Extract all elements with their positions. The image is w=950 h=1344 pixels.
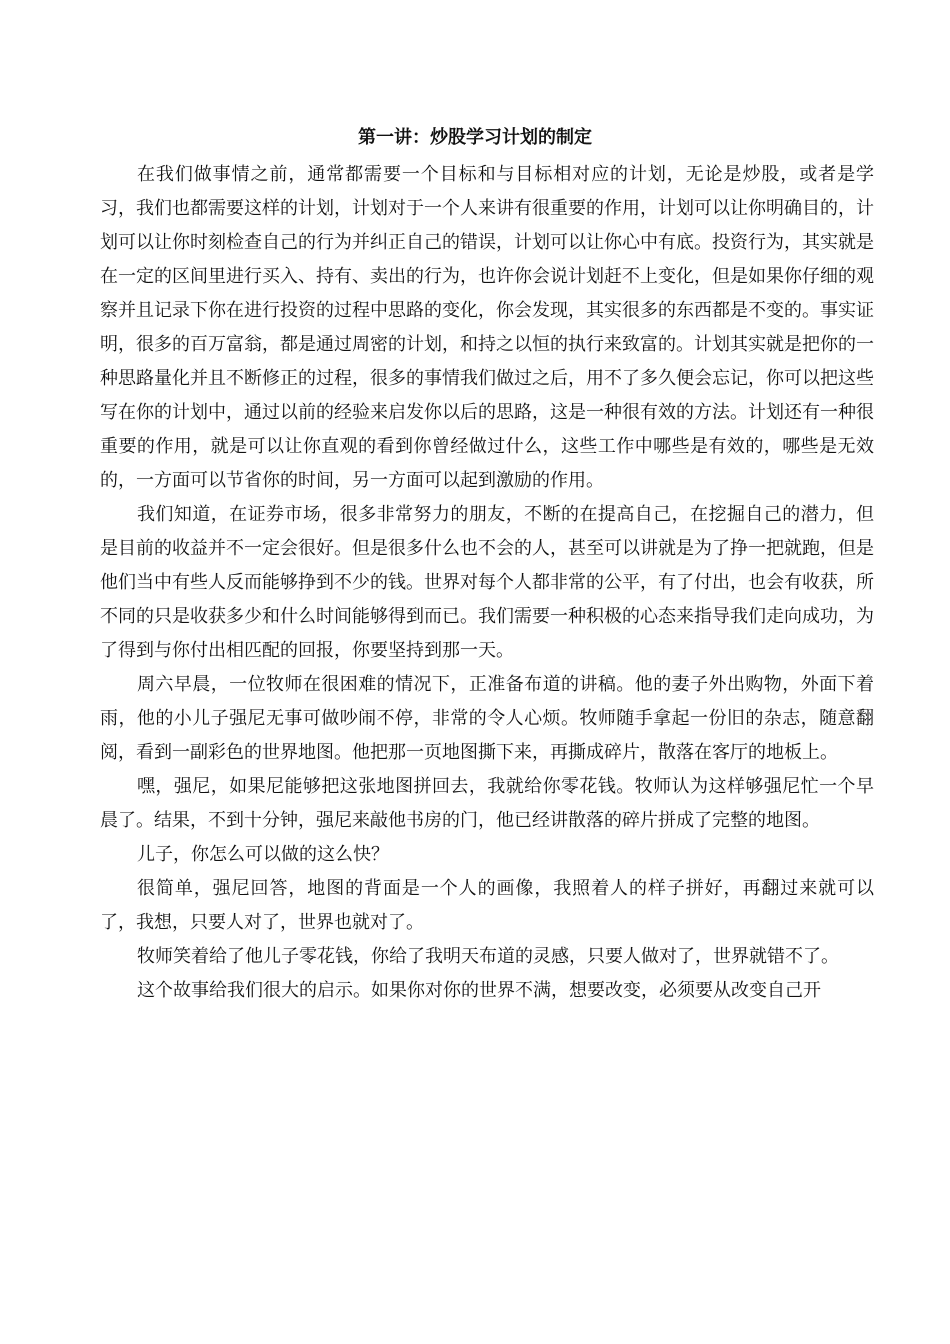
paragraph: 我们知道，在证券市场，很多非常努力的朋友，不断的在提高自己，在挖掘自己的潜力，但是目前的收益并不一定会很好。但是很多什么也不会的人，甚至可以讲就是为了挣一把就跑，但是他们当中有些人反而能够挣到不少的钱。世界对每个人都非常的公平，有了付出，也会有收获，所不同的只是收获多少和什么时间能够得到而已。我们需要一种积极的心态来指导我们走向成功，为了得到与你付出相匹配的回报，你要坚持到那一天。 [100,504,874,661]
paragraph: 周六早晨，一位牧师在很困难的情况下，正准备布道的讲稿。他的妻子外出购物，外面下着雨，他的小儿子强尼无事可做吵闹不停，非常的令人心烦。牧师随手拿起一份旧的杂志，随意翻阅，看到一副彩色的世界地图。他把那一页地图撕下来，再撕成碎片，散落在客厅的地板上。 [100,674,874,763]
paragraph: 儿子，你怎么可以做的这么快？ [137,844,389,865]
document-title: 第一讲：炒股学习计划的制定 [358,127,592,148]
document-body [100,158,874,1008]
paragraph: 这个故事给我们很大的启示。如果你对你的世界不满，想要改变，必须要从改变自己开 [137,980,821,1001]
paragraph: 很简单，强尼回答，地图的背面是一个人的画像，我照着人的样子拼好，再翻过来就可以了，我想，只要人对了，世界也就对了。 [100,878,874,933]
paragraph: 嘿，强尼，如果尼能够把这张地图拼回去，我就给你零花钱。牧师认为这样够强尼忙一个早晨了。结果，不到十分钟，强尼来敲他书房的门，他已经讲散落的碎片拼成了完整的地图。 [100,776,874,831]
paragraph: 牧师笑着给了他儿子零花钱，你给了我明天布道的灵感，只要人做对了，世界就错不了。 [137,946,839,967]
paragraph: 在我们做事情之前，通常都需要一个目标和与目标相对应的计划，无论是炒股，或者是学习，我们也都需要这样的计划，计划对于一个人来讲有很重要的作用，计划可以让你明确目的，计划可以让你时刻检查自己的行为并纠正自己的错误，计划可以让你心中有底。投资行为，其实就是在一定的区间里进行买入、持有、卖出的行为，也许你会说计划赶不上变化，但是如果你仔细的观察并且记录下你在进行投资的过程中思路的变化，你会发现，其实很多的东西都是不变的。事实证明，很多的百万富翁，都是通过周密的计划，和持之以恒的执行来致富的。计划其实就是把你的一种思路量化并且不断修正的过程，很多的事情我们做过之后，用不了多久便会忘记，你可以把这些写在你的计划中，通过以前的经验来启发你以后的思路，这是一种很有效的方法。计划还有一种很重要的作用，就是可以让你直观的看到你曾经做过什么，这些工作中哪些是有效的，哪些是无效的，一方面可以节省你的时间，另一方面可以起到激励的作用。 [100,164,874,491]
